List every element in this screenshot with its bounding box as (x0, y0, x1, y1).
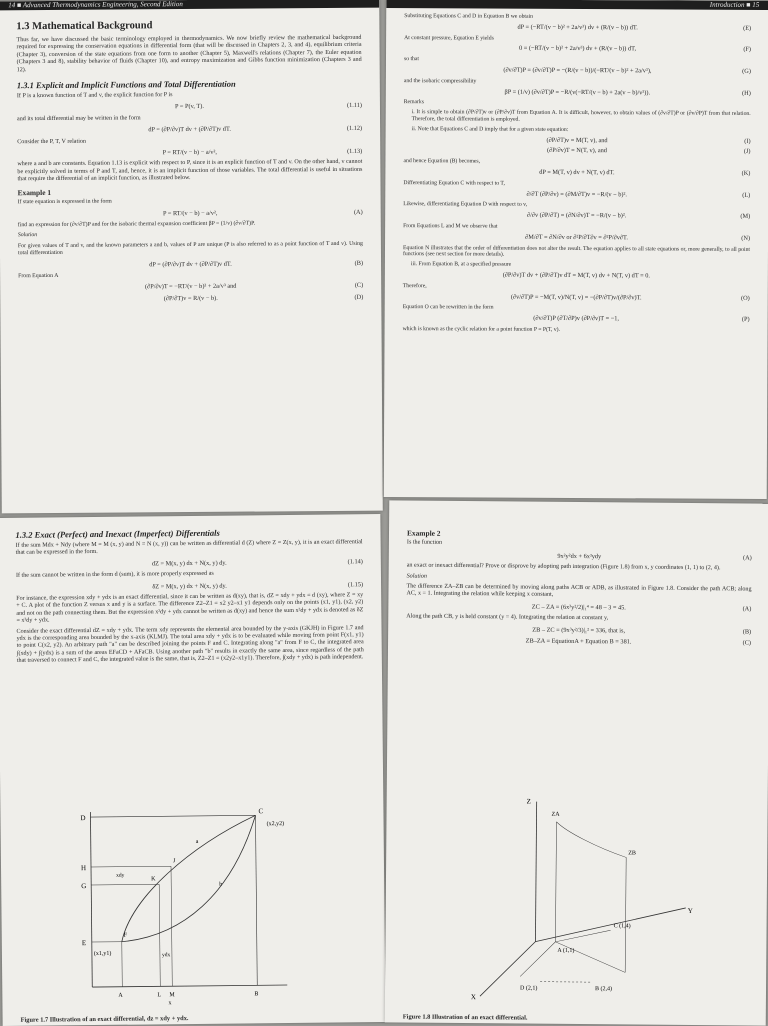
equation-D (18, 294, 363, 304)
page-body (406, 525, 752, 651)
page-15 (384, 0, 768, 499)
fig-label: (x2,y2) (267, 820, 285, 827)
equation-number: (C) (743, 639, 751, 646)
fig-label: D (80, 814, 85, 822)
page-exact-differentials (0, 514, 386, 1026)
page-14 (0, 0, 383, 513)
fig-label: Z (527, 798, 531, 806)
fig-label: xdy (116, 873, 125, 879)
solution-text: For given values of T and v, and the known parameters a and b, values of P are unique (P is also referred to as a point function of T and v). Using total differentiation (18, 241, 363, 258)
equation-G (404, 67, 751, 76)
subsection-title: 1.3.1 Explicit and Implicit Functions and Total Differentiation (17, 78, 362, 90)
paragraph: which is known as the cyclic relation for a point function P = P(T, v). (403, 326, 750, 335)
paragraph: Equation N illustrates that the order of differentiation does not alter the result. The equation applies to all state equations or, more generally, to all point functions (see next section for more details). (403, 245, 750, 260)
equation-text: δZ = M(x, y) dx + N(x, y) dy. (152, 582, 227, 590)
equation-number: (C) (355, 282, 363, 289)
equation-M (403, 212, 750, 221)
remark-1: i. It is simple to obtain (∂P/∂T)v or (∂P/∂v)T from Equation A. It is difficult, however, to obtain values of (∂v/∂T)P or (∂v/∂P)T from that relation. Therefore, the total differentiation is employed. (412, 109, 751, 124)
fig-label: ZB (628, 850, 636, 856)
equation-text: (∂P/∂v)T = N(T, v), and (547, 148, 607, 155)
equation-A-2 (406, 602, 751, 612)
equation-1-14 (16, 558, 363, 569)
running-header: Introduction ■ 15 (386, 0, 768, 10)
equation-J (403, 147, 750, 156)
equation-number: (F) (743, 47, 751, 54)
fig-label: A (1,1) (557, 947, 574, 954)
paragraph: Therefore, (403, 283, 750, 292)
running-header: 14 ■ Advanced Thermodynamics Engineering, Second Edition (0, 0, 379, 10)
equation-number: (1.15) (348, 581, 363, 589)
equation-text: ∂M/∂T = ∂N/∂v or ∂²P/∂T∂v = ∂²P/∂v∂T. (525, 234, 628, 241)
equation-text: (∂v/∂T)P (∂T/∂P)v (∂P/∂v)T = −1, (533, 316, 619, 323)
remark-3: iii. From Equation B, at a specified pressure (411, 261, 750, 270)
fig-label: G (81, 882, 86, 890)
equation-text: 9x²y²dx + 6x³ydy (557, 553, 601, 561)
equation-text: dP = (−RT/(v − b)² + 2a/v³) dv + (R/(v − b)) dT. (517, 24, 637, 31)
equation-O (403, 294, 750, 303)
fig-label: Y (688, 907, 693, 915)
equation-1-12 (17, 125, 362, 135)
paragraph: Likewise, differentiating Equation D with respect to v, (403, 201, 750, 210)
fig-label: X (471, 993, 476, 1001)
page-example-2 (385, 500, 768, 1025)
paragraph: If the sum Mdx + Ndy (where M = M (x, y) and N = N (x, y)) can be written as differential d (Z) where Z = Z(x, y), it is an exact differential that can be expressed in the form. (16, 539, 363, 557)
fig-label: x (168, 1000, 171, 1006)
equation-text: (∂P/∂v)T = −RT/(v − b)² + 2a/v³ and (145, 283, 236, 291)
page-body (16, 13, 363, 308)
equation-number: (N) (741, 236, 750, 243)
equation-number: (B) (355, 259, 363, 266)
paragraph: For instance, the expression xdy + ydx is an exact differential, since it can be written as d(xy), that is, dZ = xdy + ydx = d (xy), where Z = xy + C. A plot of the function Z versus x and y is a surface. The difference Z2–Z1 = x2 y2–x1 y1 depends only on the points (x1, y1), (x2, y2) and not on the path connecting them. But the expression x²dy + ydx cannot be written as d(xy) and hence the sum x²dy + ydx is denoted as δZ = x²dy + ydx. (16, 592, 363, 625)
fig-label: B (2,4) (595, 985, 612, 992)
equation-text: (∂P/∂v)T dv + (∂P/∂T)v dT = M(T, v) dv + N(T, v) dT = 0. (503, 273, 650, 281)
figure-1-8 (445, 791, 697, 1008)
paragraph: an exact or inexact differential? Prove or disprove by adopting path integration (Figure 1.8) from x, y coordinates (1, 1) to (2, 4). (407, 563, 752, 573)
fig-label: J (173, 858, 176, 864)
section-title: 1.3 Mathematical Background (16, 19, 361, 33)
equation-text: dP = (∂P/∂v)T dv + (∂P/∂T)v dT. (148, 126, 231, 134)
equation-E (404, 24, 751, 33)
example-text: find an expression for (∂v/∂T)P and for the isobaric thermal expansion coefficient βP = (1/v) (∂v/∂T)P. (18, 220, 363, 230)
paragraph: If P is a known function of T and v, the explicit function for P is (17, 91, 362, 101)
remark-2: ii. Note that Equations C and D imply that for a given state equation: (412, 126, 751, 135)
paragraph: If the sum cannot be written in the form d (sum), it is more properly expressed as (16, 569, 363, 580)
subsection-title: 1.3.2 Exact (Perfect) and Inexact (Imperfect) Differentials (15, 526, 362, 540)
equation-text: ZB–ZA = EquationA + Equation B = 381. (526, 638, 632, 646)
equation-number: (1.13) (347, 148, 362, 156)
fig-label: E (82, 939, 86, 947)
solution-label: Solution (407, 573, 752, 583)
figure-caption: Figure 1.8 Illustration of an exact differential. (403, 1013, 528, 1021)
paragraph: Substituting Equations C and D in Equation B we obtain (404, 13, 751, 22)
equation-B-2 (406, 625, 751, 635)
figure-caption: Figure 1.7 Illustration of an exact differential, dz = xdy + ydx. (21, 1015, 189, 1024)
example-title: Example 1 (18, 186, 363, 196)
fig-label: A (118, 993, 123, 999)
paragraph: From Equations L and M we observe that (403, 223, 750, 232)
solution-label: Solution (18, 230, 363, 240)
equation-number: (A) (354, 208, 363, 215)
equation-text: (∂v/∂T)P = (∂v/∂T)P = −(R/(v − b))/(−RT/(v − b)² + 2a/v³), (503, 68, 651, 76)
equation-C (18, 282, 363, 292)
fig-label: B (254, 991, 258, 997)
equation-number: (J) (744, 149, 751, 156)
equation-A (407, 551, 752, 561)
figure-1-7 (70, 805, 292, 1007)
equation-text: ∂/∂T (∂P/∂v) = (∂M/∂T)v = −R/(v − b)². (527, 191, 627, 198)
paragraph: Differentiating Equation C with respect to T, (403, 180, 750, 189)
paragraph: where a and b are constants. Equation 1.13 is explicit with respect to P, since it is an explicit function of T and v. On the other hand, v cannot be explicitly solved in terms of P and T, and, hence, it is an implicit function of those variables. The total differential is useful in situations that require the differential of an implicit function, as illustrated below. (17, 159, 362, 184)
fig-label: b (219, 882, 222, 888)
equation-number: (D) (355, 294, 364, 301)
paragraph: and the isobaric compressibility (404, 78, 751, 87)
equation-text: ∂/∂v (∂P/∂T) = (∂N/∂v)T = −R/(v − b)². (527, 213, 626, 220)
page-body (403, 13, 752, 338)
example-1 (18, 197, 364, 303)
equation-number: (K) (742, 171, 751, 178)
paragraph: Is the function (407, 540, 752, 550)
equation-number: (P) (742, 317, 750, 324)
fig-label: ZA (552, 812, 561, 818)
equation-number: (L) (742, 192, 750, 199)
equation-F (404, 45, 751, 54)
intro-paragraph: Thus far, we have discussed the basic terminology employed in thermodynamics. We now briefly review the mathematical background required for expressing the conservation equations in differential form (that will be discussed in Chapters 2, 3, and 4), equilibrium criteria (Chapter 3), conversion of the state equations from one form to another (Chapter 5), Maxwell's relations (Chapter 7), the Euler equation (Chapters 3 and 8), stability behavior of fluids (Chapter 10), and entropy maximization and Gibbs function minimization (Chapters 3 and 12). (16, 35, 361, 74)
example-text: From Equation A (18, 271, 363, 281)
equation-H (404, 89, 751, 98)
equation-C-2 (406, 637, 751, 647)
paragraph: At constant pressure, Equation E yields (404, 35, 751, 44)
equation-text: dP = M(T, v) dv + N(T, v) dT. (539, 170, 614, 177)
equation-number: (I) (744, 138, 750, 145)
fig-label: ydx (162, 952, 171, 958)
page-body (15, 520, 363, 668)
equation-text: 0 = (−RT/(v − b)² + 2a/v³) dv + (R/(v − b)) dT, (519, 46, 636, 53)
equation-number: (1.11) (347, 102, 362, 110)
equation-number: (E) (743, 26, 751, 33)
fig-label: K (151, 876, 156, 882)
fig-label: M (169, 992, 175, 998)
example-text: If state equation is expressed in the form (18, 197, 363, 207)
fig-label: a (196, 839, 199, 845)
equation-text: (∂v/∂T)P = −M(T, v)/N(T, v) = −(∂P/∂T)v/(∂P/∂v)T. (511, 294, 642, 301)
equation-number: (M) (740, 214, 750, 221)
equation-text: (∂P/∂T)v = M(T, v), and (547, 137, 608, 144)
remarks-label: Remarks (404, 99, 751, 108)
equation-number: (1.14) (348, 558, 363, 566)
equation-number: (A) (743, 605, 752, 612)
equation-number: (A) (743, 554, 752, 561)
equation-iii (403, 272, 750, 281)
paragraph: Equation O can be rewritten in the form (403, 304, 750, 313)
paragraph: Consider the P, T, V relation (17, 136, 362, 146)
equation-number: (O) (741, 295, 750, 302)
equation-1-15 (16, 581, 363, 592)
fig-label: H (81, 864, 86, 872)
equation-number: (G) (742, 69, 751, 76)
equation-L (403, 191, 750, 200)
equation-text: P = P(v, T). (175, 103, 204, 111)
fig-label: D (2,1) (520, 985, 537, 992)
equation-text: βP = (1/v) (∂v/∂T)P = −R/(v(−RT/(v − b) + 2a(v − b)/v³)). (505, 89, 651, 97)
fig-label: (x1,y1) (94, 950, 112, 957)
equation-1-11 (17, 102, 362, 112)
fig-label: C (258, 807, 263, 815)
paragraph: Consider the exact differential dZ = xdy + ydx. The term xdy represents the elemental area bounded by the y-axis (GKJH) in Figure 1.7 and ydx is the corresponding area bounded by the x-axis (KLMJ). The total area xdy + ydx is to be evaluated while moving from point F(x1, y1) to point C(x2, y2). An arbitrary path "a" can be described joining the points F and C. Integrating along "a" from F to C, the integrated area ∫(xdy) + ∫(ydx) is a sum of the areas EFaCD + AFaCB. Using another path "b" results in exactly the same area, since regardless of the path that traversed to connect F and C, the integrated value is the same, that is, Z2–Z1 = (x2y2–x1y1). Therefore, ∫(xdy + ydx) is path independent. (17, 625, 364, 666)
equation-number: (B) (743, 628, 751, 635)
solution-text: The difference ZA–ZB can be determined by moving along paths ACB or ADB, as illustrated in Figure 1.8. Consider the path ACB; along AC, x = 1. Integrating the relation while keeping x constant, (406, 584, 751, 602)
equation-N (403, 234, 750, 243)
equation-text: dP = (∂P/∂v)T dv + (∂P/∂T)v dT. (149, 260, 232, 268)
equation-I (404, 137, 751, 146)
equation-text: ZC – ZA = (6x³y²/2)|₁⁴ = 48 – 3 = 45. (532, 603, 626, 611)
equation-K (403, 169, 750, 178)
equation-number: (1.12) (347, 125, 362, 133)
equation-text: dZ = M(x, y) dx + N(x, y) dy. (152, 559, 227, 567)
equation-B (18, 259, 363, 269)
equation-1-13 (17, 148, 362, 158)
equation-A (18, 208, 363, 218)
fig-label: L (157, 992, 161, 998)
equation-text: (∂P/∂T)v = R/(v − b). (164, 295, 218, 303)
fig-label: F (124, 933, 128, 939)
example-title: Example 2 (407, 530, 752, 540)
paragraph: Along the path CB, y is held constant (y = 4). Integrating the relation at constant y, (406, 614, 751, 624)
paragraph: so that (404, 56, 751, 65)
equation-text: P = RT/(v − b) − a/v², (163, 209, 217, 217)
paragraph: and its total differential may be written in the form (17, 114, 362, 124)
equation-P (403, 315, 750, 324)
equation-text: ZB – ZC = (9x³y²/3)|₁² = 336, that is, (532, 626, 625, 634)
equation-text: P = RT/(v − b) − a/v², (163, 149, 217, 157)
equation-number: (H) (742, 90, 751, 97)
paragraph: and hence Equation (B) becomes, (403, 158, 750, 167)
fig-label: C (1,4) (614, 922, 631, 929)
